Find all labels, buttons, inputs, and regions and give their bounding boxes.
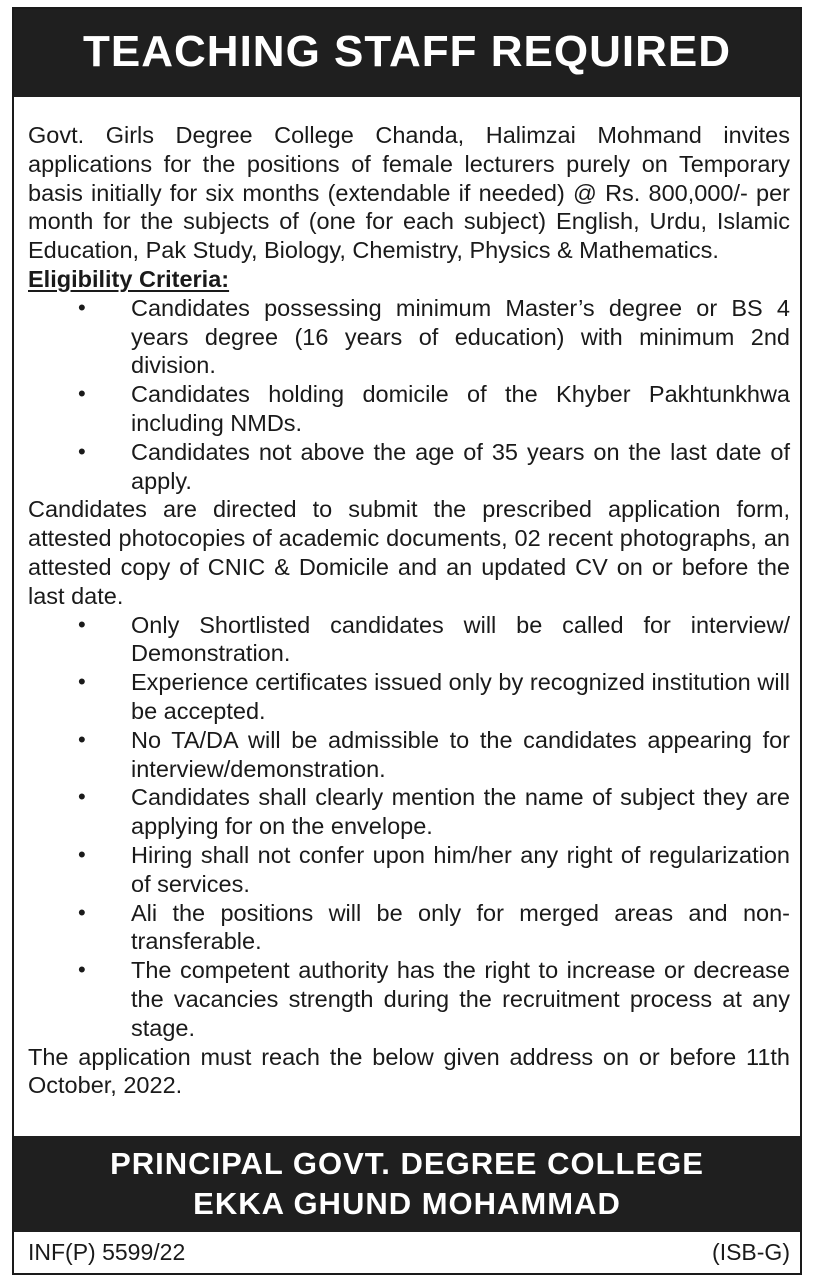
bullet-icon: • (78, 438, 86, 464)
bullet-icon: • (78, 726, 86, 752)
region-code: (ISB-G) (712, 1239, 790, 1265)
bullet-icon: • (78, 841, 86, 867)
condition-item-text: Hiring shall not confer upon him/her any right of regularization of services. (131, 841, 790, 897)
ad-title: TEACHING STAFF REQUIRED (83, 27, 731, 76)
eligibility-item-text: Candidates not above the age of 35 years on the last date of apply. (131, 438, 790, 494)
ad-title-banner (14, 9, 800, 97)
bullet-icon: • (78, 381, 86, 407)
eligibility-item-text: Candidates possessing minimum Master’s degree or BS 4 years degree (16 years of education) with minimum 2nd division. (131, 294, 790, 379)
eligibility-list (28, 294, 790, 496)
ad-footer (14, 1232, 800, 1273)
condition-item-text: Only Shortlisted candidates will be called for interview/ Demonstration. (131, 611, 790, 667)
intro-paragraph: Govt. Girls Degree College Chanda, Halimzai Mohmand invites applications for the positions of female lecturers purely on Temporary basis initially for six months (extendable if needed) @ Rs. 800,000/- per month for the subjects of (one for each subject) English, Urdu, Islamic Education, Pak Study, Biology, Chemistry, Physics & Mathematics. (28, 122, 790, 264)
condition-item-text: Ali the positions will be only for merged areas and non-transferable. (131, 899, 790, 955)
address-line-1: PRINCIPAL GOVT. DEGREE COLLEGE (110, 1146, 704, 1181)
eligibility-item (28, 294, 790, 380)
bullet-icon: • (78, 611, 86, 637)
condition-item-text: Candidates shall clearly mention the name of subject they are applying for on the envelope. (131, 784, 790, 840)
condition-item (28, 956, 790, 1042)
eligibility-item-text: Candidates holding domicile of the Khyber Pakhtunkhwa including NMDs. (131, 381, 790, 436)
condition-item-text: The competent authority has the right to increase or decrease the vacancies strength during the recruitment process at any stage. (131, 957, 790, 1041)
condition-item (28, 611, 790, 669)
inf-reference: INF(P) 5599/22 (28, 1239, 186, 1265)
bullet-icon: • (78, 784, 86, 810)
condition-item-text: Experience certificates issued only by recognized institution will be accepted. (131, 669, 790, 724)
bullet-icon: • (78, 899, 86, 925)
condition-item (28, 668, 790, 726)
deadline-paragraph: The application must reach the below given address on or before 11th October, 2022. (28, 1043, 790, 1099)
ad-body (28, 121, 790, 1100)
job-advertisement (12, 7, 802, 1275)
instructions-paragraph: Candidates are directed to submit the prescribed application form, attested photocopies of academic documents, 02 recent photographs, an attested copy of CNIC & Domicile and an updated CV on or before the last date. (28, 496, 790, 609)
condition-item (28, 899, 790, 957)
bullet-icon: • (78, 669, 86, 695)
condition-item (28, 726, 790, 784)
eligibility-heading: Eligibility Criteria: (28, 265, 230, 292)
eligibility-item (28, 438, 790, 496)
condition-item-text: No TA/DA will be admissible to the candidates appearing for interview/demonstration. (131, 726, 790, 782)
condition-item (28, 841, 790, 899)
address-banner (14, 1136, 800, 1232)
conditions-list (28, 611, 790, 1043)
condition-item (28, 783, 790, 841)
address-line-2: EKKA GHUND MOHAMMAD (193, 1186, 621, 1221)
bullet-icon: • (78, 957, 86, 983)
eligibility-item (28, 380, 790, 438)
bullet-icon: • (78, 294, 86, 320)
